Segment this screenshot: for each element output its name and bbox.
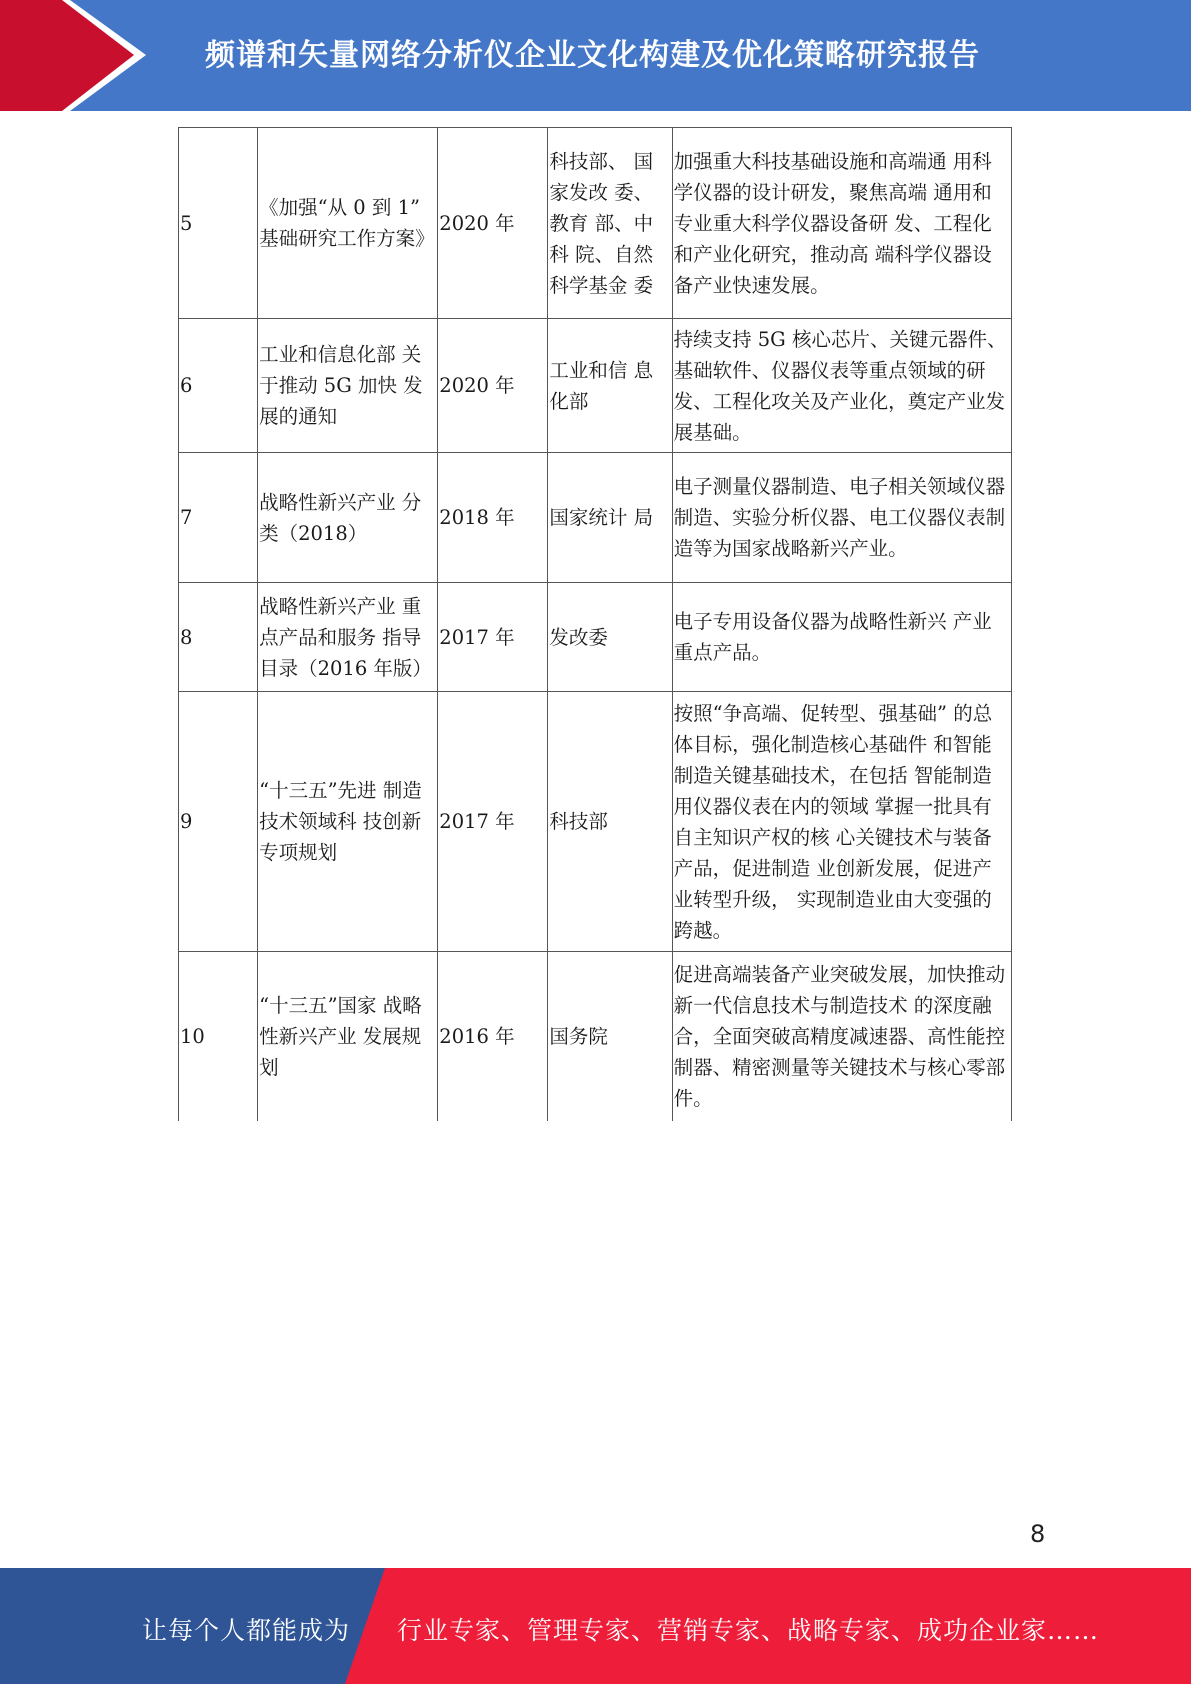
policy-year: 2020 年 [438,128,548,319]
policy-description: 电子测量仪器制造、电子相关领域仪器制造、实验分析仪器、电工仪器仪表制造等为国家战略新兴产业。 [672,453,1011,583]
table-row [179,692,1012,952]
table-row [179,319,1012,453]
footer-slogan-left: 让每个人都能成为 [142,1616,351,1645]
table-row [179,583,1012,692]
footer-slogan-right: 行业专家、管理专家、营销专家、战略专家、成功企业家…… [397,1616,1100,1645]
page-footer [0,1568,1191,1684]
policy-name: 《加强“从 0 到 1” 基础研究工作方案》 [258,128,438,319]
row-number: 5 [179,128,258,319]
table-row [179,453,1012,583]
row-number: 6 [179,319,258,453]
policy-name: 战略性新兴产业 重点产品和服务 指导目录（2016 年版） [258,583,438,692]
policy-name: 战略性新兴产业 分类（2018） [258,453,438,583]
page-header [0,0,1191,111]
policy-name: 工业和信息化部 关于推动 5G 加快 发展的通知 [258,319,438,453]
policy-description: 加强重大科技基础设施和高端通 用科学仪器的设计研发，聚焦高端 通用和专业重大科学仪器设备研 发、工程化和产业化研究，推动高 端科学仪器设备产业快速发展。 [672,128,1011,319]
policy-name: “十三五”国家 战略性新兴产业 发展规划 [258,952,438,1121]
issuing-department: 科技部、 国家发改 委、教育 部、中科 院、自然 科学基金 委 [548,128,672,319]
table-row [179,128,1012,319]
issuing-department: 发改委 [548,583,672,692]
policy-table [178,127,1012,1121]
policy-description: 持续支持 5G 核心芯片、关键元器件、基础软件、仪器仪表等重点领域的研发、工程化攻关及产业化，奠定产业发展基础。 [672,319,1011,453]
policy-year: 2017 年 [438,583,548,692]
policy-year: 2016 年 [438,952,548,1121]
policy-description: 电子专用设备仪器为战略性新兴 产业重点产品。 [672,583,1011,692]
policy-name: “十三五”先进 制造技术领域科 技创新专项规划 [258,692,438,952]
policy-year: 2018 年 [438,453,548,583]
row-number: 8 [179,583,258,692]
issuing-department: 国家统计 局 [548,453,672,583]
issuing-department: 工业和信 息化部 [548,319,672,453]
policy-year: 2020 年 [438,319,548,453]
page-number: 8 [1030,1520,1046,1548]
row-number: 7 [179,453,258,583]
policy-description: 按照“争高端、促转型、强基础” 的总体目标，强化制造核心基础件 和智能制造关键基础技术，在包括 智能制造用仪器仪表在内的领域 掌握一批具有自主知识产权的核 心关键技术与装备产品，促进制造 业创新发展，促进产业转型升级， 实现制造业由大变强的跨越。 [672,692,1011,952]
policy-description: 促进高端装备产业突破发展，加快推动新一代信息技术与制造技术 的深度融合，全面突破高精度减速器、高性能控制器、精密测量等关键技术与核心零部件。 [672,952,1011,1121]
table-row [179,952,1012,1121]
row-number: 10 [179,952,258,1121]
policy-year: 2017 年 [438,692,548,952]
row-number: 9 [179,692,258,952]
issuing-department: 科技部 [548,692,672,952]
issuing-department: 国务院 [548,952,672,1121]
report-title: 频谱和矢量网络分析仪企业文化构建及优化策略研究报告 [205,38,980,73]
header-chevron-decoration [0,0,150,111]
